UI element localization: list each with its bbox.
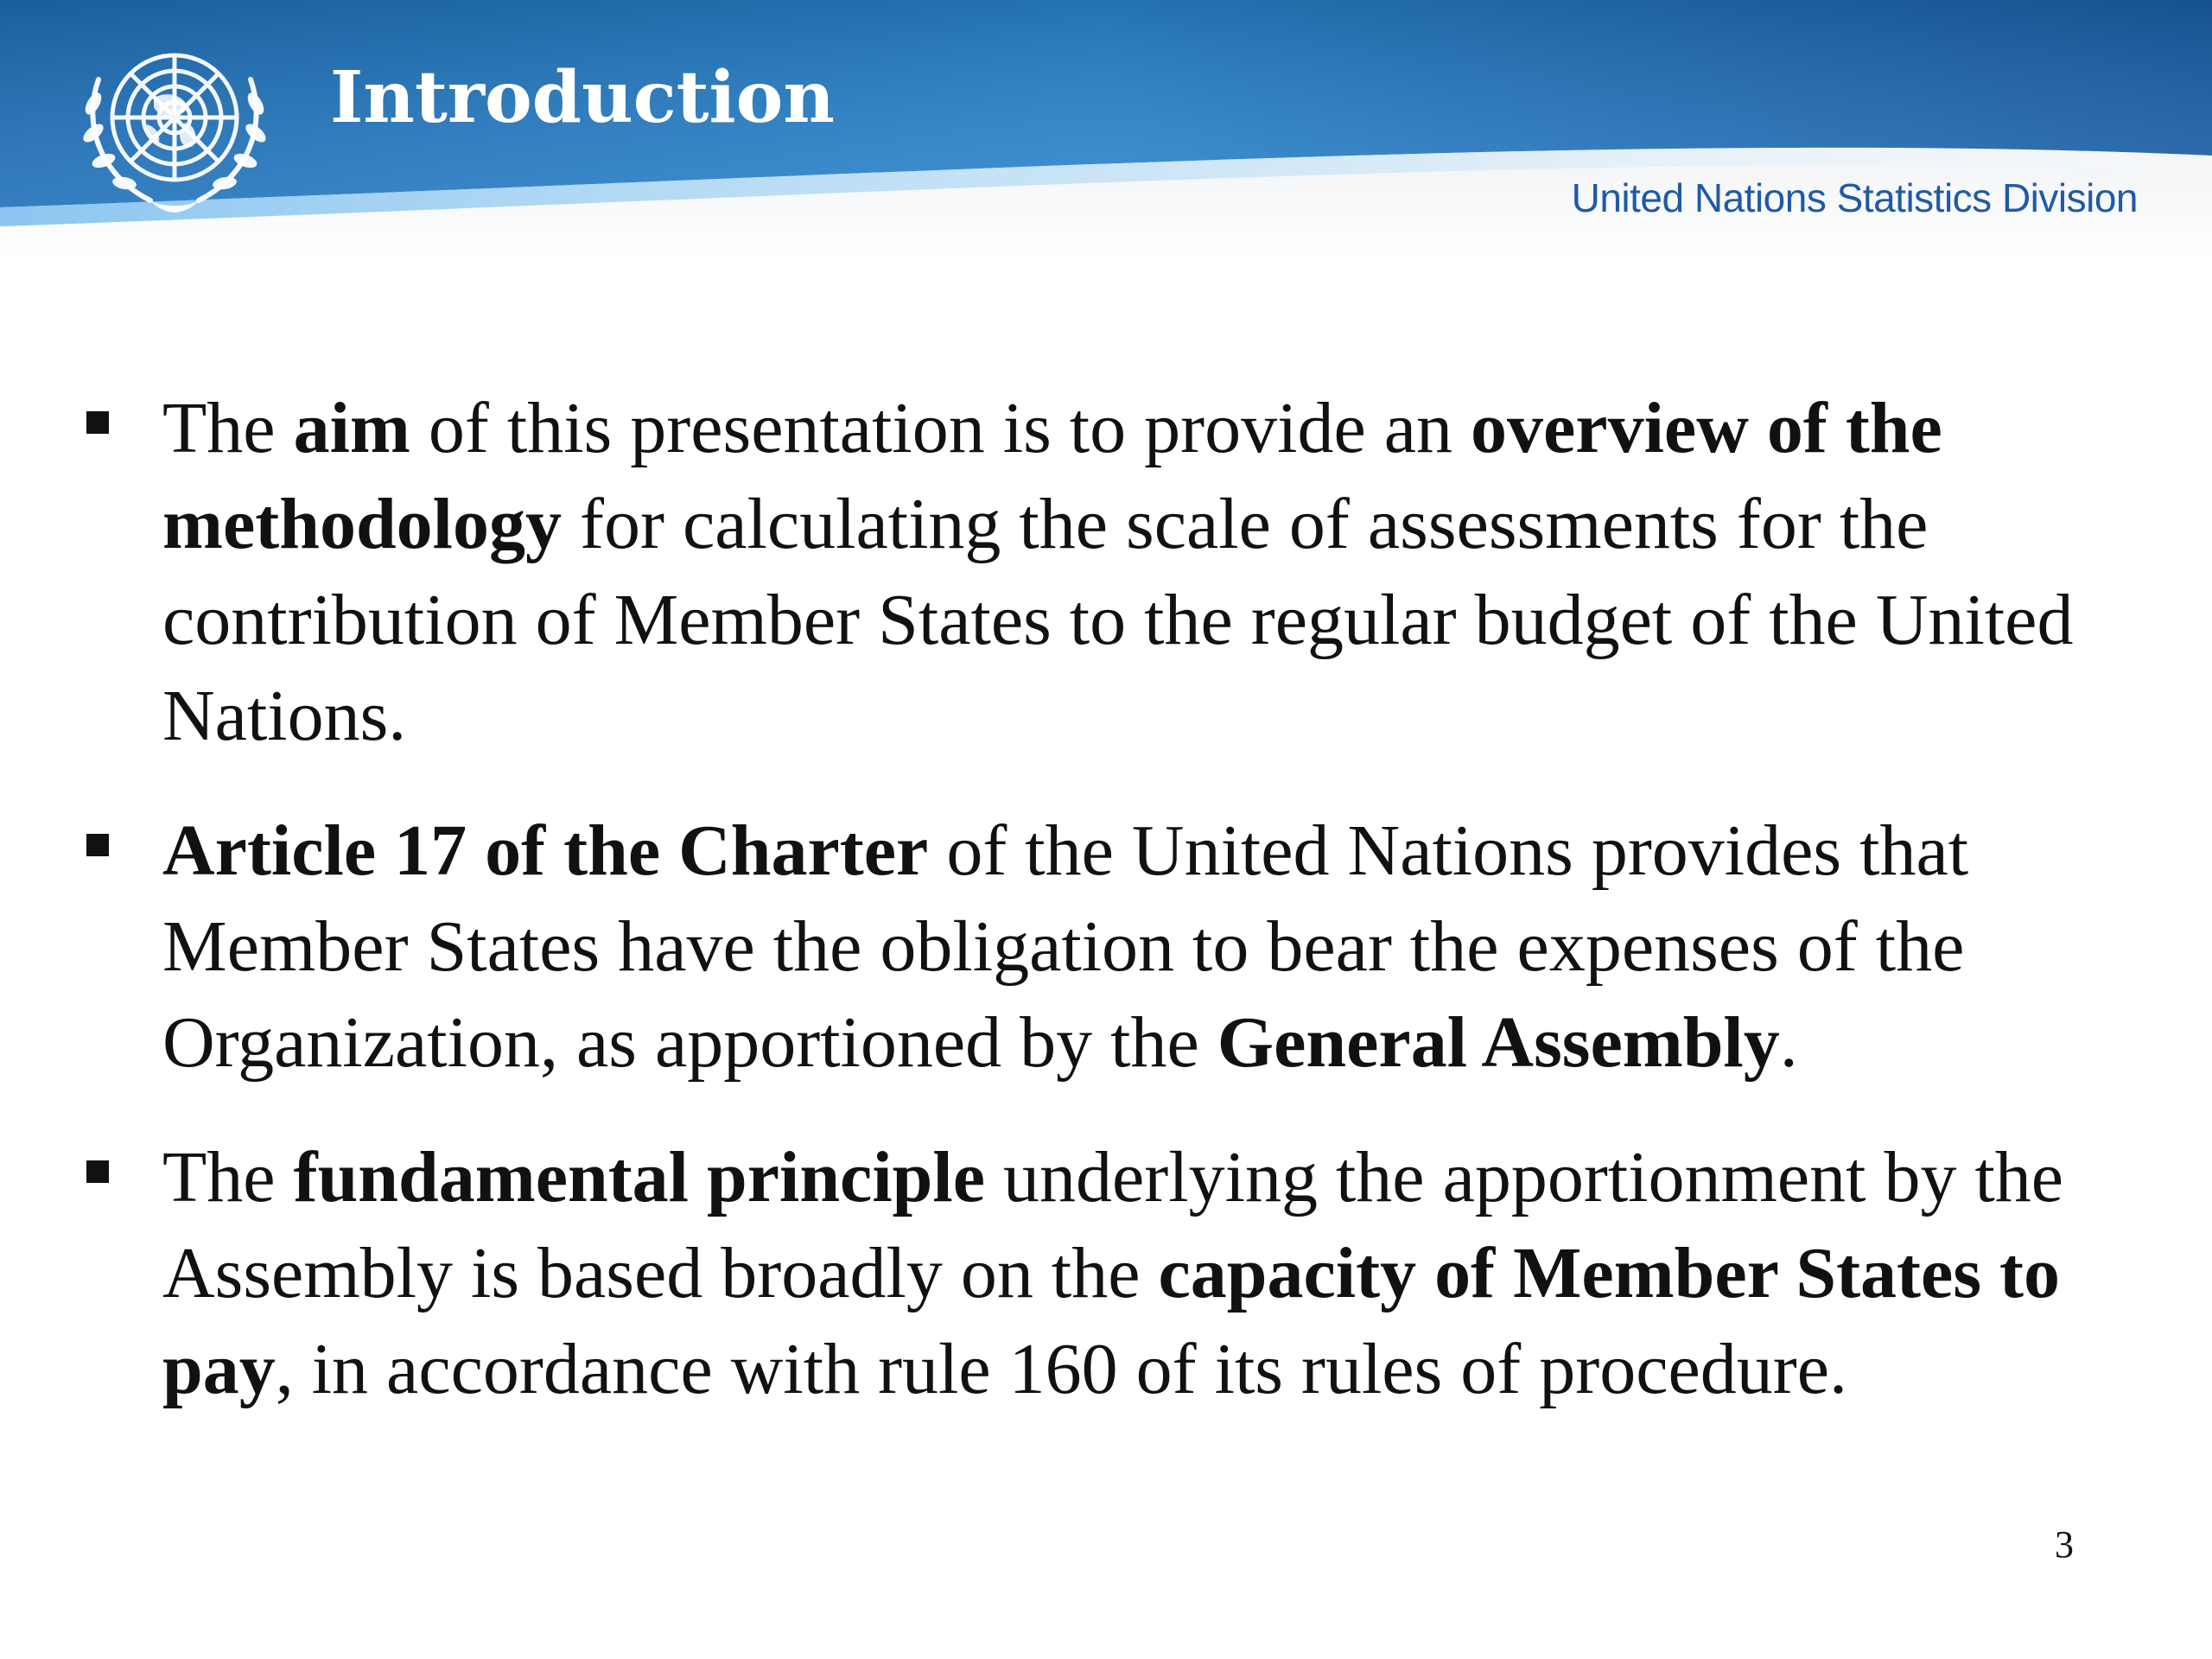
text-segment: The bbox=[162, 388, 294, 468]
bold-text: capacity of Member States to pay bbox=[162, 1233, 2060, 1409]
bullet-item bbox=[78, 380, 2160, 764]
bold-text: General Assembly bbox=[1217, 1002, 1780, 1083]
slide-title: Introduction bbox=[330, 56, 835, 139]
page-number: 3 bbox=[2055, 1523, 2074, 1566]
bold-text: Article 17 of the Charter bbox=[162, 810, 929, 891]
bold-text: overview of the methodology bbox=[162, 388, 1942, 564]
bullet-item bbox=[78, 803, 2160, 1090]
bold-text: aim bbox=[293, 388, 410, 468]
text-segment: . bbox=[1779, 1002, 1798, 1083]
text-segment: of the United Nations provides that Member States have the obligation to bear the expenses of the Organization, as apportioned by the bbox=[162, 810, 1969, 1083]
square-bullet-icon bbox=[86, 1160, 109, 1183]
text-segment: for calculating the scale of assessments for the contribution of Member States to the regular budget of the United Nations. bbox=[162, 484, 2074, 756]
bullet-list bbox=[78, 380, 2160, 1456]
organization-name: United Nations Statistics Division bbox=[1571, 175, 2138, 220]
text-segment: of this presentation is to provide an bbox=[410, 388, 1471, 468]
bold-text: fundamental principle bbox=[293, 1137, 986, 1217]
header-banner bbox=[0, 0, 2212, 259]
bullet-item bbox=[78, 1129, 2160, 1417]
square-bullet-icon bbox=[86, 834, 109, 856]
text-segment: , in accordance with rule 160 of its rules of procedure. bbox=[275, 1329, 1848, 1409]
un-emblem-icon bbox=[64, 28, 285, 222]
text-segment: The bbox=[162, 1137, 294, 1217]
text-segment: underlying the apportionment by the Assembly is based broadly on the bbox=[162, 1137, 2064, 1313]
square-bullet-icon bbox=[86, 411, 109, 434]
